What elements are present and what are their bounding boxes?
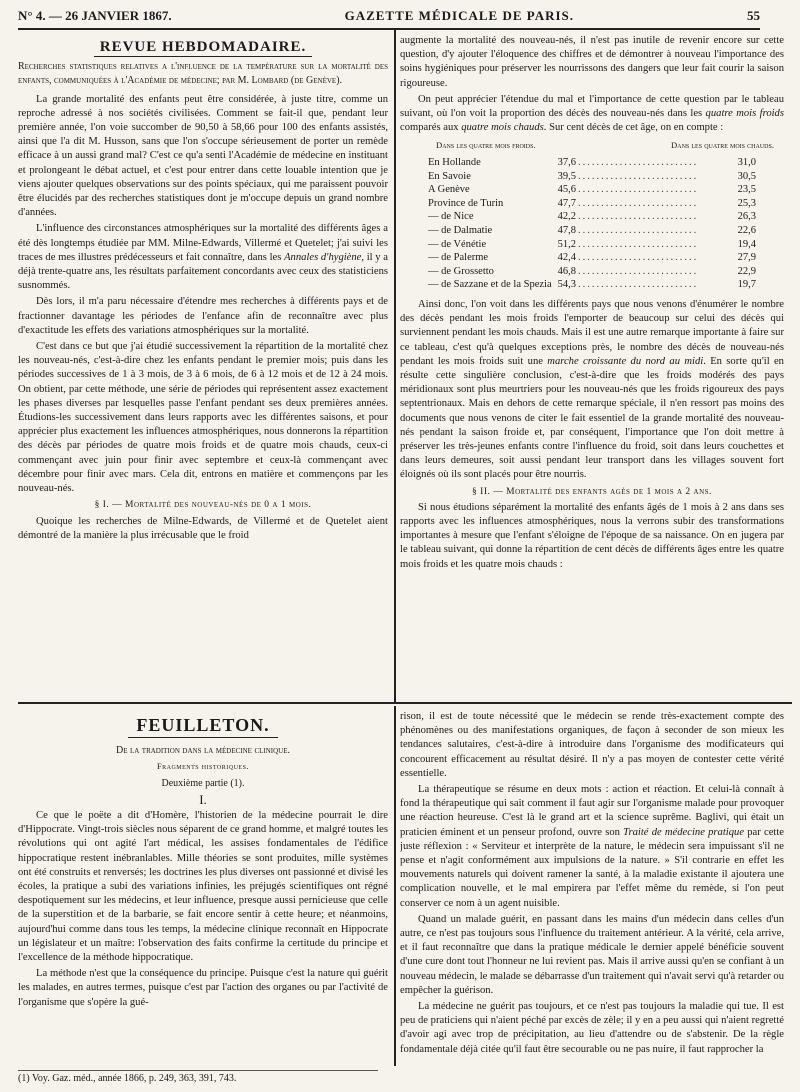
article-lead: Recherches statistiques relatives a l'influence de la température sur la mortalité des enfants, communiquées à l'Académie de médecine; par M. Lombard (de Genève). bbox=[18, 61, 388, 87]
revue-column-2 bbox=[400, 34, 784, 700]
warm-value: 26,3 bbox=[737, 211, 756, 223]
row-label: En Hollande bbox=[428, 157, 481, 169]
paragraph: Ce que le poëte a dit d'Homère, l'historien de la médecine pourrait le dire d'Hippocrate. Vingt-trois siècles nous séparent de ce grand homme, et malgré toutes les révolutions qui ont agité l'art médical, les assises fondamentales de l'édifice hippocratique restent inébranlables. Mille théories se sont produites, mille systèmes ont été construits et renversés; les doctrines les plus diverses ont passionné et divisé les écoles, la pratique a subi des variations infinies, les préjugés scientifiques ont régné despotiquement sur les médecins, et leur influence, presque aussi pernicieuse que celle de la superstition et de la barbarie, se fait encore sentir à cette heure; et néanmoins, aujourd'hui comme dans tous les temps, la médecine clinique reconnaît en Hippocrate un législateur et un maître: l'observation des faits confirme la certitude du principe et l'excellence de la méthode hippocratique. bbox=[18, 810, 388, 964]
paragraph: augmente la mortalité des nouveau-nés, il n'est pas inutile de revenir encore sur cette question, d'y ajouter l'éloquence des chiffres et de démontrer à nouveau l'importance des soins hygiéniques pour préserver les nourrissons des dangers que leur fait courir la saison rigoureuse. bbox=[400, 35, 784, 89]
footnote: (1) Voy. Gaz. méd., année 1866, p. 249, 363, 391, 743. bbox=[18, 1070, 378, 1084]
cold-value: 42,4 bbox=[557, 252, 576, 264]
row-label: — de Palerme bbox=[428, 252, 489, 264]
paragraph: Quoique les recherches de Milne-Edwards, de Villermé et de Quetelet aient démontré de la manière la plus irrécusable que le froid bbox=[18, 515, 388, 541]
row-label: — de Nice bbox=[428, 211, 474, 223]
table-row bbox=[400, 251, 784, 265]
warm-value: 23,5 bbox=[737, 184, 756, 196]
row-label: — de Sazzane et de la Spezia bbox=[428, 279, 552, 291]
paragraph: Ainsi donc, l'on voit dans les différents pays que nous venons d'énumérer le nombre des décès pendant les mois froids l'emporter de beaucoup sur celui des décès qui surviennent pendant les mois chauds. Mais il est une autre remarque importante à faire sur ce tableau, c'est qu'à quelques exceptions près, le nombre des décès de nouveau-nés pendant les mois froids suit une marche croissante du nord au midi. En sorte qu'il en résulte cette singulière conclusion, c'est-à-dire que les froids modérés des pays méridionaux sont plus meurtriers pour les nouveau-nés que les froids rigoureux des pays septentrionaux. Mais en dehors de cette remarque spéciale, il n'en ressort pas moins des documents que nous venons de citer le fait essentiel de la grande mortalité des nouveau-nés pendant la saison froide et, par conséquent, l'importance que l'on doit mettre à préserver les très-jeunes enfants contre l'influence du froid, soit dans leurs couchettes et dans leurs demeures, soit aussi pendant leur transport dans les villages souvent fort éloignés où ils sont placés pour être nourris. bbox=[400, 298, 784, 481]
chapter-number: I. bbox=[199, 791, 207, 807]
table-row bbox=[400, 183, 784, 197]
cold-value: 54,3 bbox=[557, 279, 576, 291]
cold-value: 47,7 bbox=[557, 197, 576, 209]
warm-value: 31,0 bbox=[737, 157, 756, 169]
paragraph: La grande mortalité des enfants peut être considérée, à juste titre, comme un reproche adressé à nos sociétés civilisées. Comment se fait-il que, pendant leur première année, l'on voie succomber de 90,50 à 58,66 pour 100 des enfants assistés, ainsi que l'a dit M. Husson, sans que l'on s'occupe sérieusement de porter un remède efficace à un aussi grand mal? C'est ce qu'a senti l'Académie de médecine en instituant et prolongeant le débat actuel, et c'est pour entrer dans cette louable intention que je viens ajouter quelques observations sur des points spéciaux, qui me paraissent pouvoir être élucidés par des recherches statistiques dont je m'occupe depuis un grand nombre d'années. bbox=[18, 93, 388, 219]
leader-dots: .......................... bbox=[578, 279, 699, 291]
page-header bbox=[18, 4, 760, 30]
row-label: — de Grossetto bbox=[428, 265, 494, 277]
row-label: Province de Turin bbox=[428, 197, 504, 209]
table-row bbox=[400, 210, 784, 224]
mortality-table bbox=[400, 139, 784, 292]
warm-value: 19,7 bbox=[737, 279, 756, 291]
paragraph: On peut apprécier l'étendue du mal et l'importance de cette question par le tableau suivant, où l'on voit la proportion des décès des nouveau-nés dans les quatre mois froids comparés aux quatre mois chauds. Sur cent décès de cet âge, on en compte : bbox=[400, 93, 784, 134]
leader-dots: .......................... bbox=[578, 224, 699, 236]
table-row bbox=[400, 156, 784, 170]
cold-value: 47,8 bbox=[557, 224, 576, 236]
revue-title: REVUE HEBDOMADAIRE. bbox=[18, 40, 388, 54]
table-row bbox=[400, 278, 784, 292]
warm-value: 19,4 bbox=[737, 238, 756, 250]
feuilleton-separator bbox=[18, 702, 792, 704]
warm-value: 22,9 bbox=[737, 265, 756, 277]
warm-value: 25,3 bbox=[737, 197, 756, 209]
revue-column-1 bbox=[18, 34, 388, 700]
leader-dots: .......................... bbox=[578, 170, 699, 182]
table-header-cold: Dans les quatre mois froids. bbox=[436, 140, 536, 151]
table-row bbox=[400, 238, 784, 252]
paragraph: rison, il est de toute nécessité que le médecin se rende très-exactement compte des phénomènes ou des manifestations organiques, de façon à seconder de son mieux les tendances salutaires, c'est-à-dire à introduire dans l'organisme des modificateurs qui concourent efficacement au résultat désiré. Il n'y a pas moyen de contester cette vérité essentielle. bbox=[400, 711, 784, 779]
page-number: 55 bbox=[747, 8, 760, 23]
paragraph: La thérapeutique se résume en deux mots : action et réaction. Et celui-là connaît à fond la thérapeutique qui sait comment il faut agir sur l'organisme malade pour provoquer une réaction heureuse. C'est là le grand art et la science suprême. Baglivi, qui était un praticien éminent et un penseur profond, ouvre son Traité de médecine pratique par cette juste réflexion : « Serviteur et interprète de la nature, le médecin sera impuissant s'il ne pense et n'agit conformément aux impulsions de la nature. » S'il contrarie en effet les mouvements naturels qui doivent ramener la santé, à la maladie existante il ajoutera une complication nouvelle, et le mal empirera par l'effet même du remède, si l'on peut conserver ce nom à un agent nuisible. bbox=[400, 784, 784, 909]
leader-dots: .......................... bbox=[578, 157, 699, 169]
cold-value: 46,8 bbox=[557, 265, 576, 277]
table-row bbox=[400, 265, 784, 279]
leader-dots: .......................... bbox=[578, 265, 699, 277]
section-heading-1: § I. — Mortalité des nouveau-nés de 0 a 1 mois. bbox=[94, 500, 312, 511]
paragraph: Si nous étudions séparément la mortalité des enfants âgés de 1 mois à 2 ans dans ses rapports avec les influences atmosphériques, nous la verrons subir des transformations importantes à mesure que l'enfant s'éloigne de l'époque de sa naissance. On en jugera par le tableau suivant, qui donne la répartition de cent décès de différents âges entre les quatre mois froids et les quatre mois chauds : bbox=[400, 501, 784, 570]
table-row bbox=[400, 197, 784, 211]
warm-value: 22,6 bbox=[737, 224, 756, 236]
issue-date: N° 4. — 26 JANVIER 1867. bbox=[18, 8, 172, 23]
paragraph: La méthode n'est que la conséquence du principe. Puisque c'est la nature qui guérit les malades, en autres termes, puisque c'est par l'action des organes ou par l'activité de l'organisme que s'opère la gué- bbox=[18, 968, 388, 1008]
cold-value: 51,2 bbox=[557, 238, 576, 250]
warm-value: 30,5 bbox=[737, 170, 756, 182]
paragraph: C'est dans ce but que j'ai étudié successivement la répartition de la mortalité chez les nouveau-nés, c'est-à-dire chez les enfants pendant le premier mois; puis dans les périodes successives de 1 à 3 mois, de 3 à 6 mois, de 6 à 12 mois et de 12 à 24 mois. On obtient, par cette méthode, une série de périodes qui représentent assez exactement les phases diverses par lesquelles passe l'enfant pendant ses deux premières années. Étudions-les successivement dans leurs rapports avec les différentes saisons, et pour apprécier plus exactement les influences atmosphériques, nous donnerons la répartition des décès par périodes de quatre mois froids et de quatre mois chauds, ceux-ci commençant avec juin pour finir avec septembre et ceux-là commençant avec décembre pour finir avec mars. Cela dit, entrons en matière et commençons par les nouveau-nés. bbox=[18, 341, 388, 495]
paragraph: La médecine ne guérit pas toujours, et ce n'est pas toujours la maladie qui tue. Il est peu de praticiens qui n'aient péché par excès de zèle; il y en a peu aussi qui n'aient regretté d'avoir agi avec trop de précipitation, au lieu d'attendre ou de s'abstenir. De la règle fondamentale déjà citée qu'il faut être secourable ou ne pas nuire, il faut rapprocher la bbox=[400, 1001, 784, 1055]
feuilleton-column-2 bbox=[400, 710, 784, 1088]
paragraph: L'influence des circonstances atmosphériques sur la mortalité des différents âges a été dès longtemps étudiée par MM. Milne-Edwards, Villermé et Quetelet; j'ai suivi les traces de mes illustres prédécesseurs et fait connaître, dans les Annales d'hygiène, il y a déjà trente-quatre ans, les résultats parfaitement concordants avec ceux des statisticiens susnommés. bbox=[18, 223, 388, 292]
row-label: A Genève bbox=[428, 184, 470, 196]
table-header-warm: Dans les quatre mois chauds. bbox=[671, 140, 774, 151]
row-label: — de Vénétie bbox=[428, 238, 487, 250]
cold-value: 45,6 bbox=[557, 184, 576, 196]
leader-dots: .......................... bbox=[578, 252, 699, 264]
feuilleton-part: Deuxième partie (1). bbox=[161, 777, 245, 789]
column-rule-bottom bbox=[394, 706, 396, 1066]
table-header bbox=[436, 139, 774, 153]
leader-dots: .......................... bbox=[578, 197, 699, 209]
leader-dots: .......................... bbox=[578, 211, 699, 223]
feuilleton-column-1 bbox=[18, 710, 388, 1066]
table-row bbox=[400, 224, 784, 238]
cold-value: 39,5 bbox=[557, 170, 576, 182]
section-heading-2: § II. — Mortalité des enfants agés de 1 mois a 2 ans. bbox=[472, 486, 712, 497]
leader-dots: .......................... bbox=[578, 184, 699, 196]
feuilleton-title: FEUILLETON. bbox=[18, 718, 388, 732]
row-label: — de Dalmatie bbox=[428, 224, 493, 236]
leader-dots: .......................... bbox=[578, 238, 699, 250]
cold-value: 37,6 bbox=[557, 157, 576, 169]
paragraph: Dès lors, il m'a paru nécessaire d'étendre mes recherches à différents pays et de fractionner davantage les périodes de l'enfance afin de reconnaître avec plus d'exactitude les effets des variations atmosphériques sur la mortalité. bbox=[18, 296, 388, 336]
table-row bbox=[400, 170, 784, 184]
paragraph: Quand un malade guérit, en passant dans les mains d'un médecin dans celles d'un autre, ce n'est pas toujours sous l'influence du traitement antérieur. A la vérité, cela arrive, et il faut reconnaître que dans la pratique médicale le dernier appelé bénéficie souvent d'une cure dont tout l'honneur ne lui revient pas. Mais il arrive aussi qu'en se confiant à un nouveau médecin, le malade se débarrasse d'un traitement qui n'avait servi qu'à retarder ou empêcher la guérison. bbox=[400, 913, 784, 996]
warm-value: 27,9 bbox=[737, 252, 756, 264]
column-rule-top bbox=[394, 30, 396, 702]
feuilleton-subtitle-2: Fragments historiques. bbox=[156, 762, 250, 772]
journal-title: GAZETTE MÉDICALE DE PARIS. bbox=[344, 8, 575, 23]
cold-value: 42,2 bbox=[557, 211, 576, 223]
row-label: En Savoie bbox=[428, 170, 471, 182]
feuilleton-subtitle: De la tradition dans la médecine clinique. bbox=[115, 745, 291, 757]
